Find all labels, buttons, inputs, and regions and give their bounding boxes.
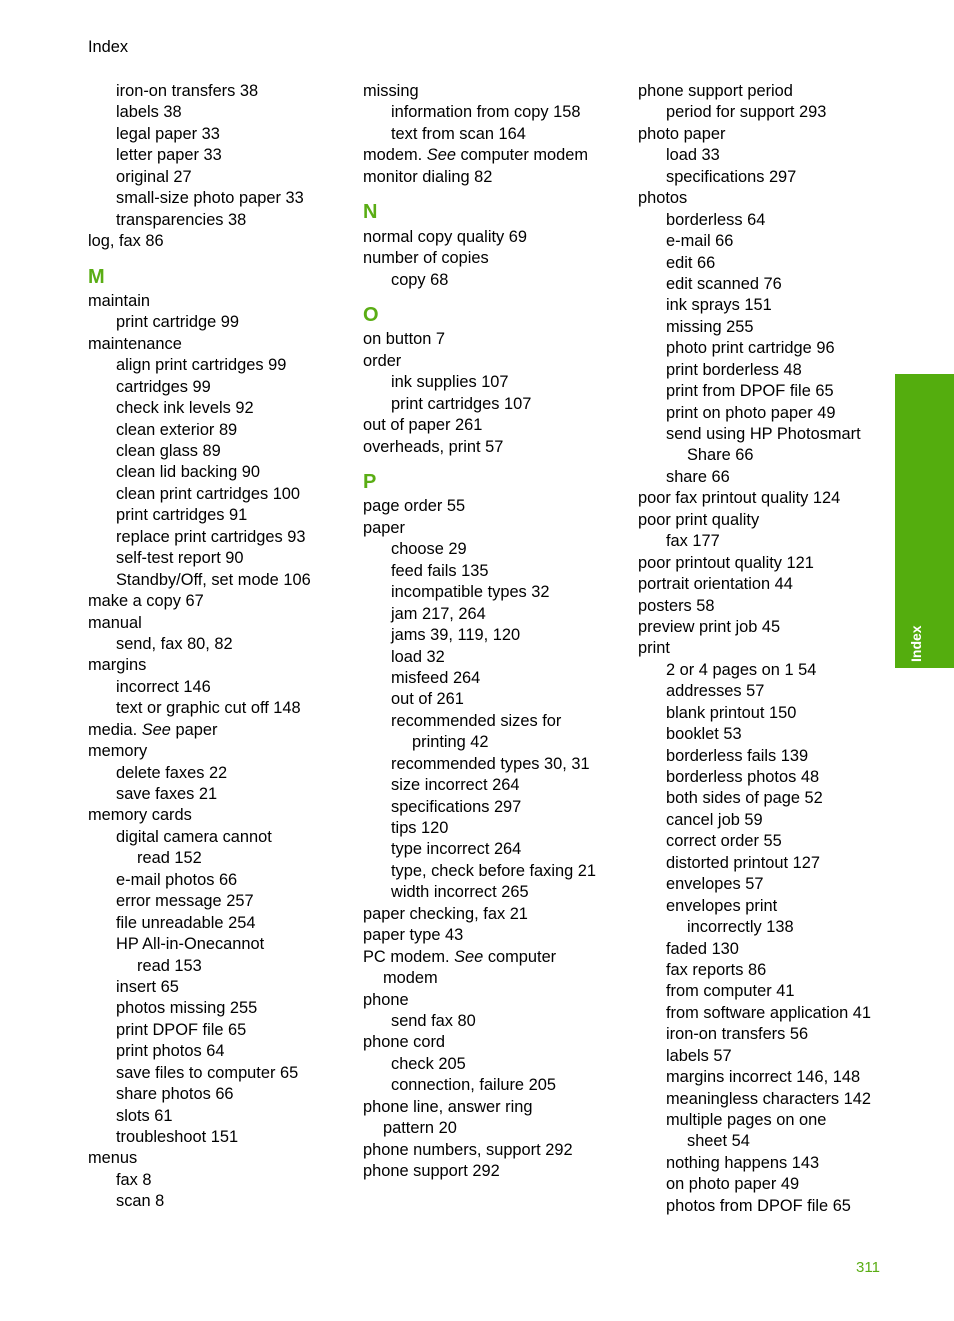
index-subentry: booklet 53 <box>666 725 742 744</box>
index-subentry: envelopes 57 <box>666 875 764 894</box>
index-subentry: save faxes 21 <box>116 785 218 803</box>
index-subentry: clean print cartridges 100 <box>116 484 301 503</box>
index-subentry: original 27 <box>116 167 192 186</box>
index-subentry: fax 177 <box>666 532 720 551</box>
side-tab-label: Index <box>908 625 924 662</box>
index-subentry: incompatible types 32 <box>391 583 550 602</box>
index-subentry: fax 8 <box>116 1170 152 1189</box>
index-letter-heading: O <box>363 303 379 326</box>
index-subentry: photos from DPOF file 65 <box>666 1196 851 1215</box>
index-subentry: print cartridges 107 <box>391 394 532 413</box>
index-subentry: 2 or 4 pages on 1 54 <box>666 660 817 679</box>
index-subentry: Share 66 <box>687 446 754 465</box>
page-number: 311 <box>856 1259 880 1276</box>
index-subentry: print cartridges 91 <box>116 506 248 525</box>
index-subentry: addresses 57 <box>666 682 765 701</box>
index-subentry: from computer 41 <box>666 982 795 1001</box>
index-subentry: on photo paper 49 <box>666 1175 800 1194</box>
index-subentry: nothing happens 143 <box>666 1153 820 1172</box>
index-entry: poor printout quality 121 <box>638 553 814 572</box>
index-subentry: out of 261 <box>391 690 464 709</box>
index-column-2 <box>363 81 625 1182</box>
index-entry: missing <box>363 82 419 100</box>
index-subentry: fax reports 86 <box>666 960 767 979</box>
index-letter-heading: P <box>363 471 377 493</box>
see-reference: See <box>141 720 171 739</box>
index-subentry: faded 130 <box>666 939 739 958</box>
index-entry: photos <box>638 189 688 208</box>
index-subentry: recommended sizes for <box>391 711 562 730</box>
index-subentry: print from DPOF file 65 <box>666 382 834 401</box>
index-entry: phone numbers, support 292 <box>363 1140 573 1159</box>
index-subentry: sheet 54 <box>687 1132 750 1151</box>
entry-text: modem. <box>363 146 427 165</box>
index-subentry: ink sprays 151 <box>666 296 772 315</box>
index-subentry: self-test report 90 <box>116 549 244 568</box>
index-entry: out of paper 261 <box>363 416 483 435</box>
index-subentry: cancel job 59 <box>666 810 763 829</box>
index-subentry: HP All-in-Onecannot <box>116 935 265 954</box>
index-subentry: printing 42 <box>412 733 489 752</box>
index-subentry: text or graphic cut off 148 <box>116 699 301 718</box>
index-subentry: load 33 <box>666 146 720 165</box>
index-subentry: letter paper 33 <box>116 146 222 165</box>
index-subentry: share 66 <box>666 467 730 486</box>
index-entry: poor print quality <box>638 510 760 529</box>
index-subentry: pattern 20 <box>383 1119 457 1138</box>
index-subentry: multiple pages on one <box>666 1111 827 1129</box>
index-entry: normal copy quality 69 <box>363 227 527 246</box>
index-subentry: check ink levels 92 <box>116 399 254 418</box>
index-entry: memory <box>88 742 148 761</box>
index-subentry: iron-on transfers 56 <box>666 1025 809 1044</box>
index-subentry: width incorrect 265 <box>391 883 529 902</box>
index-subentry: print borderless 48 <box>666 360 802 379</box>
index-subentry: scan 8 <box>116 1192 165 1211</box>
index-entry: phone cord <box>363 1033 446 1052</box>
index-subentry: labels 57 <box>666 1046 732 1065</box>
index-subentry: file unreadable 254 <box>116 913 256 932</box>
index-subentry: distorted printout 127 <box>666 853 820 872</box>
index-subentry: incorrectly 138 <box>687 918 794 937</box>
index-entry: photo paper <box>638 124 726 143</box>
index-subentry: iron-on transfers 38 <box>116 82 259 100</box>
index-entry: portrait orientation 44 <box>638 575 793 594</box>
index-subentry: error message 257 <box>116 892 254 911</box>
running-header: Index <box>88 38 129 56</box>
index-subentry: small-size photo paper 33 <box>116 189 304 208</box>
index-subentry: load 32 <box>391 647 445 666</box>
index-entry: paper <box>363 518 405 537</box>
index-subentry: send using HP Photosmart <box>666 425 861 443</box>
index-subentry: envelopes print <box>666 896 778 915</box>
index-subentry: Standby/Off, set mode 106 <box>116 570 311 589</box>
index-subentry: clean lid backing 90 <box>116 463 260 482</box>
index-entry: maintain <box>88 291 150 310</box>
index-entry: menus <box>88 1149 138 1168</box>
index-subentry: meaningless characters 142 <box>666 1089 871 1108</box>
index-side-tab <box>895 374 954 668</box>
index-letter-heading: M <box>88 265 105 288</box>
index-subentry: check 205 <box>391 1054 466 1073</box>
index-entry <box>363 145 625 166</box>
index-entry: maintenance <box>88 334 182 353</box>
see-target: computer <box>483 947 557 966</box>
index-subentry: print photos 64 <box>116 1042 225 1061</box>
index-entry: memory cards <box>88 806 192 825</box>
index-entry: poor fax printout quality 124 <box>638 489 841 508</box>
index-letter-heading: N <box>363 201 378 224</box>
index-subentry: type, check before faxing 21 <box>391 861 597 880</box>
index-subentry: read 152 <box>137 849 202 868</box>
index-entry: preview print job 45 <box>638 617 781 636</box>
index-subentry: borderless 64 <box>666 210 766 229</box>
index-subentry: modem <box>383 969 438 988</box>
index-subentry: print cartridge 99 <box>116 313 239 332</box>
index-subentry: misfeed 264 <box>391 668 481 687</box>
index-subentry: share photos 66 <box>116 1085 234 1104</box>
index-entry: page order 55 <box>363 497 466 516</box>
index-subentry: save files to computer 65 <box>116 1063 299 1082</box>
index-entry <box>88 720 348 741</box>
index-entry: phone line, answer ring <box>363 1097 533 1116</box>
index-subentry: print DPOF file 65 <box>116 1020 247 1039</box>
index-subentry: size incorrect 264 <box>391 776 520 795</box>
index-subentry: period for support 293 <box>666 103 827 122</box>
entry-text: PC modem. <box>363 947 455 966</box>
index-entry: number of copies <box>363 249 489 268</box>
index-subentry: choose 29 <box>391 540 467 559</box>
index-subentry: correct order 55 <box>666 832 782 851</box>
index-entry: manual <box>88 613 142 632</box>
index-subentry: information from copy 158 <box>391 103 581 122</box>
index-subentry: slots 61 <box>116 1106 173 1125</box>
index-subentry: from software application 41 <box>666 1003 871 1022</box>
index-entry: order <box>363 351 402 370</box>
index-column-1 <box>88 81 348 1213</box>
index-subentry: jam 217, 264 <box>391 604 486 623</box>
index-subentry: transparencies 38 <box>116 210 247 229</box>
index-subentry: specifications 297 <box>391 797 522 816</box>
index-entry: paper type 43 <box>363 926 464 945</box>
index-subentry: connection, failure 205 <box>391 1076 556 1095</box>
index-subentry: digital camera cannot <box>116 827 272 846</box>
index-subentry: edit scanned 76 <box>666 274 782 293</box>
index-entry: log, fax 86 <box>88 232 164 251</box>
index-subentry: borderless fails 139 <box>666 746 809 765</box>
index-entry: paper checking, fax 21 <box>363 904 528 923</box>
index-subentry: recommended types 30, 31 <box>391 754 590 773</box>
index-column-3 <box>638 81 890 1217</box>
index-subentry: read 153 <box>137 956 202 975</box>
index-subentry: both sides of page 52 <box>666 789 823 808</box>
index-subentry: feed fails 135 <box>391 561 489 580</box>
index-subentry: borderless photos 48 <box>666 768 820 786</box>
index-entry: margins <box>88 656 147 675</box>
see-reference: See <box>426 146 456 165</box>
index-subentry: send, fax 80, 82 <box>116 634 233 653</box>
index-subentry: edit 66 <box>666 253 716 272</box>
index-subentry: troubleshoot 151 <box>116 1128 239 1146</box>
index-entry: overheads, print 57 <box>363 437 504 456</box>
index-subentry: incorrect 146 <box>116 677 211 696</box>
index-subentry: delete faxes 22 <box>116 763 228 782</box>
index-entry: posters 58 <box>638 596 715 615</box>
index-entry: on button 7 <box>363 330 446 349</box>
entry-text: media. <box>88 720 142 739</box>
see-target: computer modem <box>455 146 589 165</box>
index-subentry: clean exterior 89 <box>116 420 238 439</box>
index-subentry: type incorrect 264 <box>391 840 522 859</box>
index-subentry: ink supplies 107 <box>391 373 509 392</box>
see-target: paper <box>170 720 218 739</box>
index-subentry: e-mail 66 <box>666 232 734 251</box>
index-subentry: cartridges 99 <box>116 377 211 396</box>
index-subentry: jams 39, 119, 120 <box>391 626 521 645</box>
index-subentry: specifications 297 <box>666 167 797 186</box>
index-subentry: replace print cartridges 93 <box>116 527 306 546</box>
index-entry: phone <box>363 990 409 1009</box>
index-subentry: legal paper 33 <box>116 124 220 143</box>
index-subentry: blank printout 150 <box>666 703 797 722</box>
index-subentry: photo print cartridge 96 <box>666 339 835 358</box>
index-subentry: labels 38 <box>116 103 182 122</box>
index-subentry: align print cartridges 99 <box>116 356 287 375</box>
index-entry: monitor dialing 82 <box>363 167 493 186</box>
index-subentry: clean glass 89 <box>116 442 221 460</box>
index-subentry: text from scan 164 <box>391 124 526 143</box>
index-subentry: e-mail photos 66 <box>116 870 238 889</box>
index-subentry: margins incorrect 146, 148 <box>666 1068 861 1087</box>
index-entry: make a copy 67 <box>88 592 204 611</box>
index-subentry: copy 68 <box>391 270 449 289</box>
index-subentry: send fax 80 <box>391 1011 476 1030</box>
index-subentry: missing 255 <box>666 317 754 336</box>
index-subentry: insert 65 <box>116 977 179 996</box>
index-subentry: print on photo paper 49 <box>666 403 836 422</box>
index-subentry: photos missing 255 <box>116 999 258 1018</box>
index-entry: phone support 292 <box>363 1162 500 1180</box>
index-entry <box>363 947 625 968</box>
index-entry: print <box>638 639 670 658</box>
index-subentry: tips 120 <box>391 819 449 837</box>
see-reference: See <box>454 947 484 966</box>
index-entry: phone support period <box>638 82 793 100</box>
